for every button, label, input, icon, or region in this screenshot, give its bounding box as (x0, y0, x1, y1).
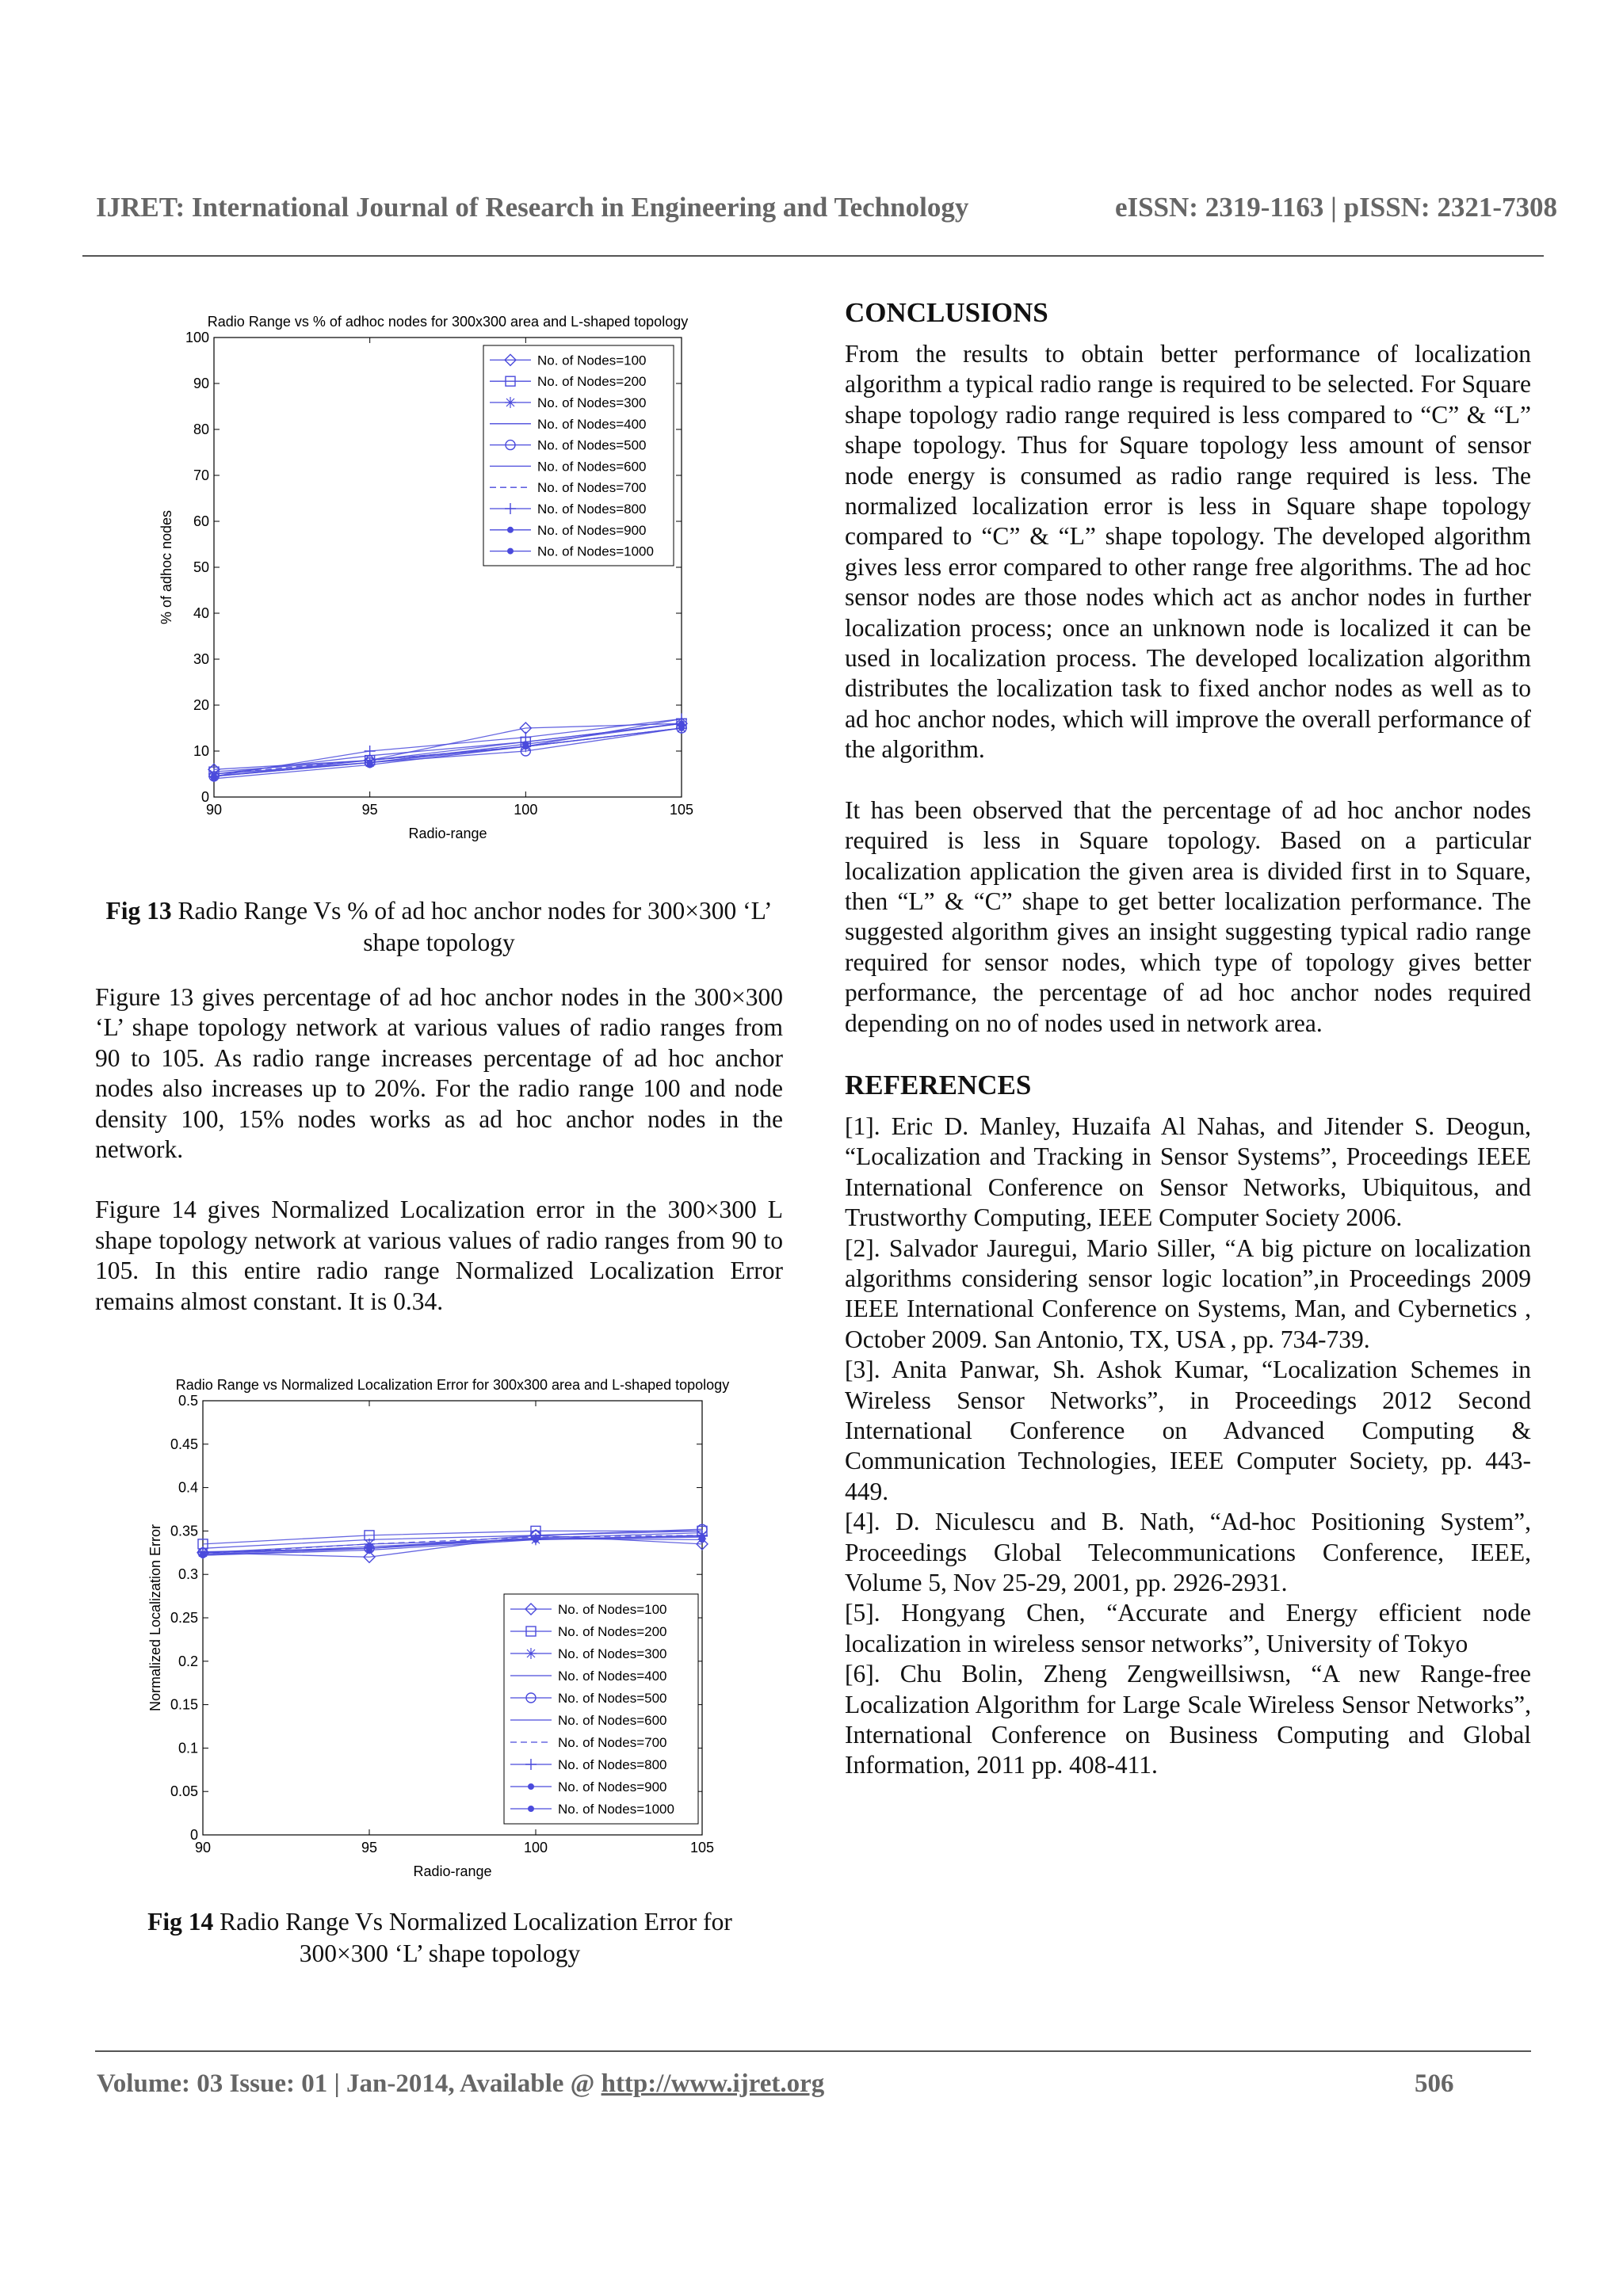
legend-label: No. of Nodes=300 (558, 1646, 667, 1661)
issn: eISSN: 2319-1163 | pISSN: 2321-7308 (1114, 192, 1557, 223)
x-tick-label: 100 (514, 802, 538, 818)
legend-label: No. of Nodes=500 (537, 437, 647, 453)
y-tick-label: 0.5 (178, 1393, 198, 1409)
fig14-label: Fig 14 (147, 1908, 214, 1936)
legend-marker (505, 397, 516, 408)
fig13-caption-text: Radio Range Vs % of ad hoc anchor nodes for 300×300 ‘L’ shape topology (171, 897, 773, 956)
y-tick-label: 0.4 (178, 1479, 198, 1496)
x-tick-label: 100 (523, 1840, 548, 1855)
x-tick-label: 90 (194, 1840, 212, 1855)
y-tick-label: 50 (193, 559, 209, 575)
right-column (845, 293, 1531, 1781)
legend-label: No. of Nodes=600 (537, 459, 647, 475)
data-point (200, 1551, 206, 1557)
legend-label: No. of Nodes=300 (537, 395, 647, 410)
legend-label: No. of Nodes=400 (558, 1669, 667, 1684)
y-tick-label: 0.1 (178, 1740, 198, 1756)
fig14-chart (139, 1356, 750, 1879)
footer-rule (95, 2050, 1531, 2052)
y-tick-label: 0.15 (170, 1696, 198, 1713)
legend-label: No. of Nodes=200 (537, 374, 647, 390)
data-point (679, 721, 685, 727)
y-axis-label: Normalized Localization Error (147, 1524, 163, 1712)
references-heading: REFERENCES (845, 1069, 1032, 1100)
conclusions-heading: CONCLUSIONS (845, 297, 1048, 328)
legend-label: No. of Nodes=100 (558, 1602, 667, 1617)
reference-item: [2]. Salvador Jauregui, Mario Siller, “A big picture on localization algorithms considering sensor logic location”,in Proceedings 2009 IEEE International Conference on Systems, Man, and Cybernetics , October 2009. San Antonio, TX, USA , pp. 734-739. (845, 1234, 1531, 1353)
fig14-caption (119, 1906, 761, 1970)
reference-item: [6]. Chu Bolin, Zheng Zengweillsiwsn, “A new Range-free Localization Algorithm for Large Scale Wireless Sensor Networks”, International Conference on Business Computing and Global Information, 2011 pp. 408-411. (845, 1660, 1531, 1779)
legend-marker (529, 1806, 534, 1812)
fig13-caption (95, 895, 783, 959)
y-tick-label: 0.3 (178, 1566, 198, 1583)
fig13-chart (151, 299, 721, 870)
y-tick-label: 70 (193, 467, 209, 483)
legend-marker (525, 1648, 537, 1659)
x-axis-label: Radio-range (413, 1863, 492, 1879)
data-point (533, 1536, 539, 1542)
legend-label: No. of Nodes=800 (558, 1757, 667, 1772)
y-tick-label: 0.05 (170, 1783, 198, 1800)
journal-title: IJRET: International Journal of Research in Engineering and Technology (96, 192, 969, 223)
legend-label: No. of Nodes=200 (558, 1624, 667, 1639)
x-tick-label: 95 (361, 1840, 378, 1855)
y-tick-label: 0.45 (170, 1436, 198, 1452)
fig13-paragraph: Figure 13 gives percentage of ad hoc anchor nodes in the 300×300 ‘L’ shape topology network at various values of radio ranges from 90 to 105. As radio range increases percentage of ad hoc anchor nodes also increases up to 20%. For the radio range 100 and node density 100, 15% nodes works as ad hoc anchor nodes in the network. (95, 983, 783, 1164)
x-tick-label: 105 (689, 1840, 715, 1855)
legend-label: No. of Nodes=100 (537, 353, 647, 368)
y-axis-label: % of adhoc nodes (158, 509, 174, 625)
y-tick-label: 100 (185, 330, 209, 345)
data-point (367, 760, 372, 765)
reference-item: [1]. Eric D. Manley, Huzaifa Al Nahas, and Jitender S. Deogun, “Localization and Tracking in Sensor Systems”, Proceedings IEEE International Conference on Sensor Networks, Ubiquitous, and Trustworthy Computing, IEEE Computer Society 2006. (845, 1112, 1531, 1232)
legend-label: No. of Nodes=700 (558, 1735, 667, 1750)
legend-marker (508, 527, 514, 532)
reference-list (845, 1112, 1531, 1781)
y-tick-label: 90 (193, 376, 209, 391)
running-header (91, 189, 1557, 236)
x-tick-label: 90 (205, 802, 223, 818)
x-tick-label: 105 (669, 802, 694, 818)
legend-label: No. of Nodes=500 (558, 1691, 667, 1706)
x-axis-label: Radio-range (408, 826, 487, 841)
legend-label: No. of Nodes=1000 (537, 543, 654, 559)
data-point (212, 773, 217, 779)
footer-volume: Volume: 03 Issue: 01 | Jan-2014, Available @ (97, 2069, 601, 2098)
y-tick-label: 20 (193, 697, 209, 713)
conclusions-paragraph-1: From the results to obtain better performance of localization algorithm a typical radio range is required to be selected. For Square shape topology radio range required is less compared to “C” & “L” shape topology. Thus for Square topology less amount of sensor node energy is consumed as radio range required is less. The normalized localization error is less in Square shape topology compared to “C” & “L” shape topology. The developed algorithm gives less error compared to other range free algorithms. The ad hoc sensor nodes are those nodes which act as anchor nodes in further localization process; once an unknown node is localized it can be used in localization process. The developed localization algorithm distributes the localization task to fixed anchor nodes as well as to ad hoc anchor nodes, which will improve the overall performance of the algorithm. (845, 340, 1531, 764)
fig13-label: Fig 13 (105, 897, 172, 925)
chart-title: Radio Range vs % of adhoc nodes for 300x300 area and L-shaped topology (207, 314, 689, 330)
data-point (700, 1537, 705, 1543)
series-10 (212, 721, 685, 780)
legend-marker (508, 548, 514, 554)
y-tick-label: 0.2 (178, 1653, 198, 1669)
legend-marker (529, 1784, 534, 1790)
reference-item: [5]. Hongyang Chen, “Accurate and Energy efficient node localization in wireless sensor networks”, University of Tokyo (845, 1599, 1531, 1657)
fig14-caption-text: Radio Range Vs Normalized Localization Error for 300×300 ‘L’ shape topology (213, 1908, 732, 1967)
y-tick-label: 60 (193, 513, 209, 529)
y-tick-label: 10 (193, 743, 209, 759)
header-rule (82, 255, 1544, 257)
legend-label: No. of Nodes=600 (558, 1713, 667, 1728)
series-line (214, 723, 682, 769)
y-tick-label: 0.25 (170, 1610, 198, 1626)
y-tick-label: 80 (193, 421, 209, 437)
page-number: 506 (1415, 2069, 1454, 2098)
series-8 (208, 713, 687, 782)
y-tick-label: 40 (193, 605, 209, 621)
reference-item: [4]. D. Niculescu and B. Nath, “Ad-hoc Positioning System”, Proceedings Global Telecommunications Conference, IEEE, Volume 5, Nov 25-29, 2001, pp. 2926-2931. (845, 1508, 1531, 1597)
fig14-paragraph: Figure 14 gives Normalized Localization error in the 300×300 L shape topology network at various values of radio ranges from 90 to 105. In this entire radio range Normalized Localization Error remains almost constant. It is 0.34. (95, 1196, 783, 1315)
y-tick-label: 30 (193, 651, 209, 667)
reference-item: [3]. Anita Panwar, Sh. Ashok Kumar, “Localization Schemes in Wireless Sensor Networks”, in Proceedings 2012 Second International Conference on Advanced Computing & Communication Technologies, IEEE Computer Society, pp. 443- 449. (845, 1356, 1531, 1505)
data-point (523, 742, 529, 747)
running-footer (97, 2069, 1460, 2099)
data-point (367, 1544, 372, 1550)
left-column (95, 982, 783, 1347)
x-tick-label: 95 (361, 802, 378, 818)
legend-label: No. of Nodes=900 (558, 1779, 667, 1794)
legend-label: No. of Nodes=700 (537, 480, 647, 496)
journal-link[interactable]: http://www.ijret.org (601, 2069, 825, 2098)
y-tick-label: 0 (189, 1827, 198, 1843)
legend-label: No. of Nodes=900 (537, 522, 647, 538)
conclusions-paragraph-2: It has been observed that the percentage of ad hoc anchor nodes required is less in Square topology. Based on a particular localization application the given area is divided first in to Square, then “L” & “C” shape to get better localization performance. The suggested algorithm gives an insight suggesting typical radio range required for sensor nodes, which type of topology gives better performance, the percentage of ad hoc anchor nodes required depending on no of nodes used in network area. (845, 795, 1531, 1037)
legend-label: No. of Nodes=400 (537, 416, 647, 432)
chart-title: Radio Range vs Normalized Localization Error for 300x300 area and L-shaped topology (175, 1377, 730, 1393)
series-line (214, 719, 682, 776)
legend-label: No. of Nodes=1000 (558, 1802, 674, 1817)
y-tick-label: 0.35 (170, 1523, 198, 1539)
y-tick-label: 0 (200, 789, 209, 805)
legend-label: No. of Nodes=800 (537, 502, 647, 517)
